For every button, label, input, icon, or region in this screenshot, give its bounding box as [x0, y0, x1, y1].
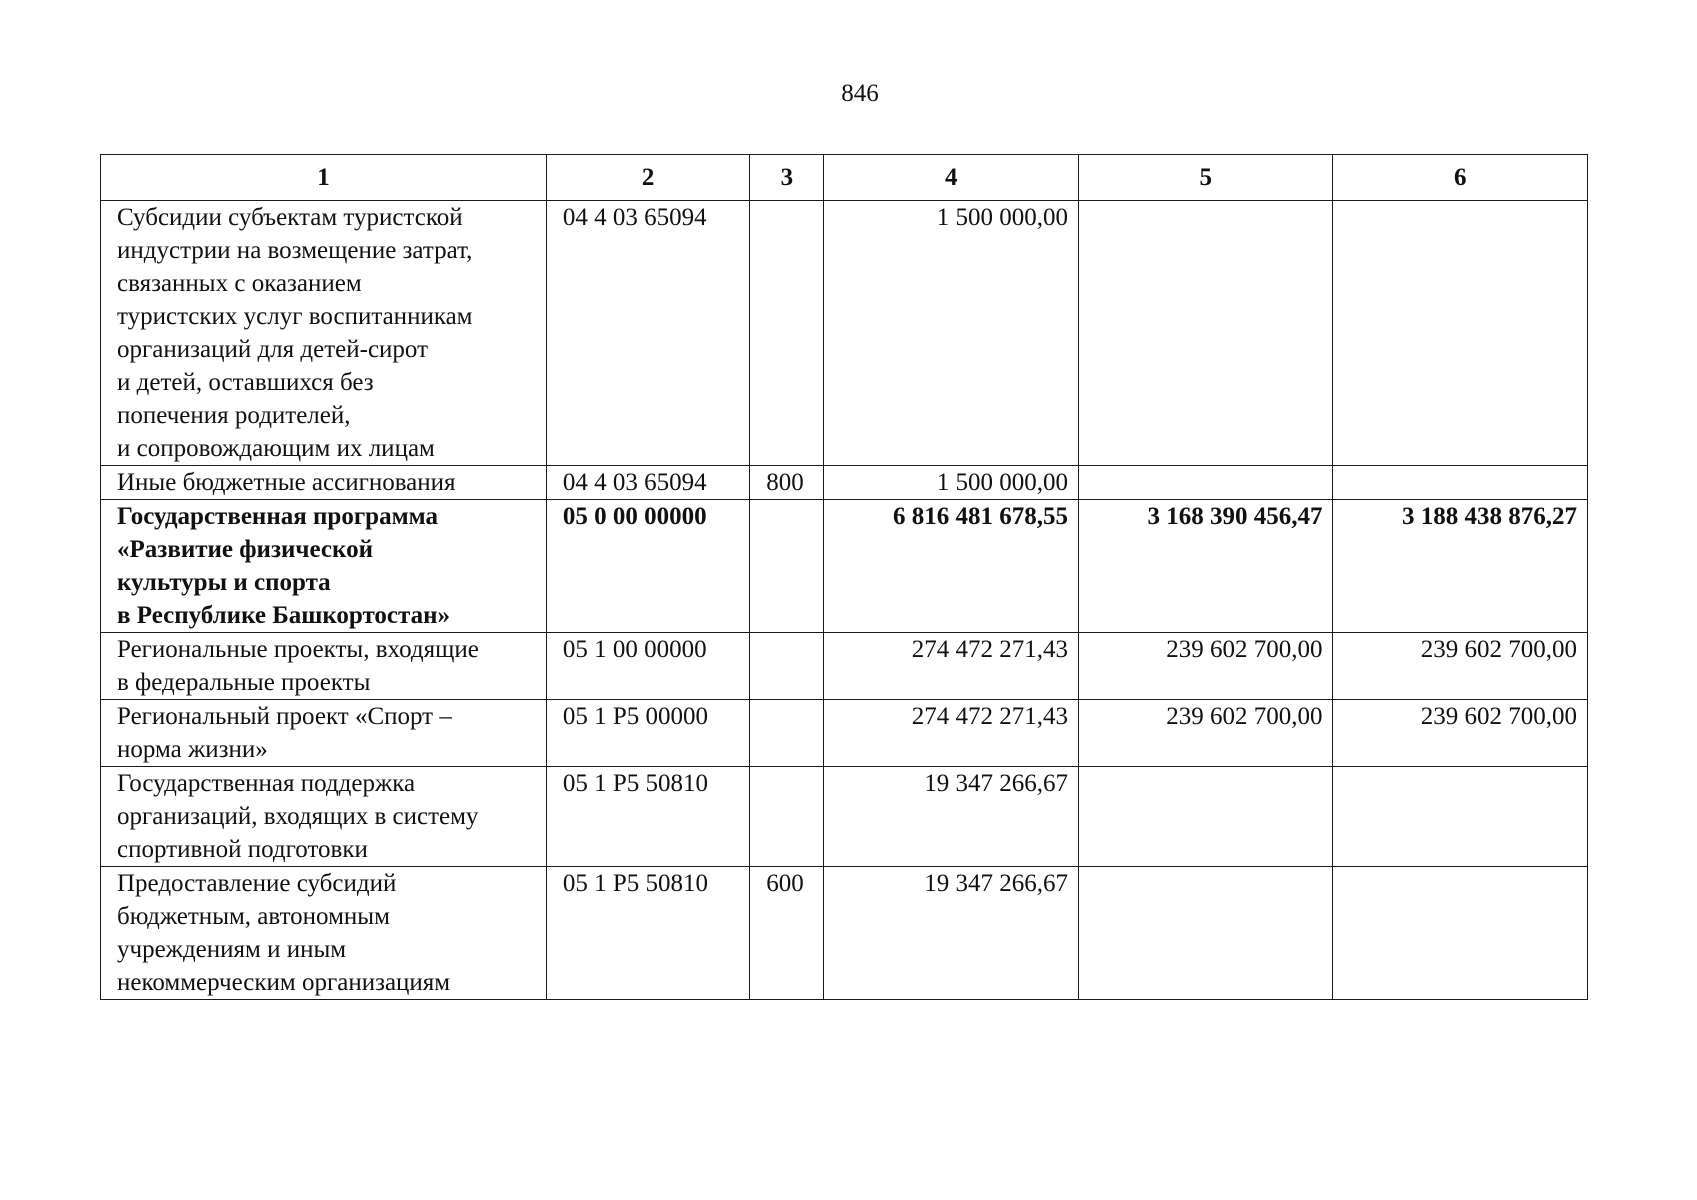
row-amount-col6: [1333, 867, 1588, 1000]
row-code: 05 1 P5 00000: [546, 700, 749, 767]
row-expense-type: [750, 500, 824, 633]
table-row: [101, 700, 1588, 767]
row-code: 05 1 00 00000: [546, 633, 749, 700]
row-code: 05 1 P5 50810: [546, 867, 749, 1000]
column-header-2: 2: [546, 155, 749, 201]
row-name: Субсидии субъектам туристской индустрии на возмещение затрат, связанных с оказанием туристских услуг воспитанникам организаций для детей-сирот и детей, оставшихся без попечения родителей, и сопровождающим их лицам: [101, 201, 547, 466]
table-row: [101, 867, 1588, 1000]
row-name: Государственная поддержка организаций, входящих в систему спортивной подготовки: [101, 767, 547, 867]
row-expense-type: 600: [750, 867, 824, 1000]
column-header-1: 1: [101, 155, 547, 201]
table-row: [101, 767, 1588, 867]
row-code: 05 1 P5 50810: [546, 767, 749, 867]
row-code: 04 4 03 65094: [546, 201, 749, 466]
table-row: [101, 466, 1588, 500]
column-header-3: 3: [750, 155, 824, 201]
row-amount-col4: 1 500 000,00: [824, 201, 1079, 466]
row-amount-col5: 239 602 700,00: [1078, 633, 1333, 700]
column-header-6: 6: [1333, 155, 1588, 201]
column-header-4: 4: [824, 155, 1079, 201]
row-amount-col6: [1333, 466, 1588, 500]
row-name: Государственная программа «Развитие физической культуры и спорта в Республике Башкортостан»: [101, 500, 547, 633]
row-amount-col4: 274 472 271,43: [824, 633, 1079, 700]
row-amount-col5: [1078, 201, 1333, 466]
row-name: Предоставление субсидий бюджетным, автономным учреждениям и иным некоммерческим организациям: [101, 867, 547, 1000]
row-amount-col6: [1333, 767, 1588, 867]
row-amount-col6: 3 188 438 876,27: [1333, 500, 1588, 633]
table-row: [101, 633, 1588, 700]
table-row: [101, 201, 1588, 466]
row-name: Иные бюджетные ассигнования: [101, 466, 547, 500]
row-amount-col4: 19 347 266,67: [824, 767, 1079, 867]
row-expense-type: [750, 201, 824, 466]
row-name: Региональный проект «Спорт – норма жизни»: [101, 700, 547, 767]
row-amount-col4: 1 500 000,00: [824, 466, 1079, 500]
row-amount-col5: [1078, 867, 1333, 1000]
row-amount-col6: 239 602 700,00: [1333, 633, 1588, 700]
row-amount-col6: [1333, 201, 1588, 466]
row-expense-type: [750, 700, 824, 767]
page-number: 846: [841, 80, 879, 107]
budget-table: [100, 154, 1588, 1000]
row-expense-type: 800: [750, 466, 824, 500]
table-header-row: [101, 155, 1588, 201]
row-amount-col5: [1078, 767, 1333, 867]
row-amount-col6: 239 602 700,00: [1333, 700, 1588, 767]
row-amount-col4: 274 472 271,43: [824, 700, 1079, 767]
row-expense-type: [750, 633, 824, 700]
table-row: [101, 500, 1588, 633]
row-amount-col4: 19 347 266,67: [824, 867, 1079, 1000]
row-name: Региональные проекты, входящие в федеральные проекты: [101, 633, 547, 700]
row-amount-col5: 3 168 390 456,47: [1078, 500, 1333, 633]
row-expense-type: [750, 767, 824, 867]
row-code: 04 4 03 65094: [546, 466, 749, 500]
row-amount-col4: 6 816 481 678,55: [824, 500, 1079, 633]
row-amount-col5: [1078, 466, 1333, 500]
column-header-5: 5: [1078, 155, 1333, 201]
row-code: 05 0 00 00000: [546, 500, 749, 633]
row-amount-col5: 239 602 700,00: [1078, 700, 1333, 767]
